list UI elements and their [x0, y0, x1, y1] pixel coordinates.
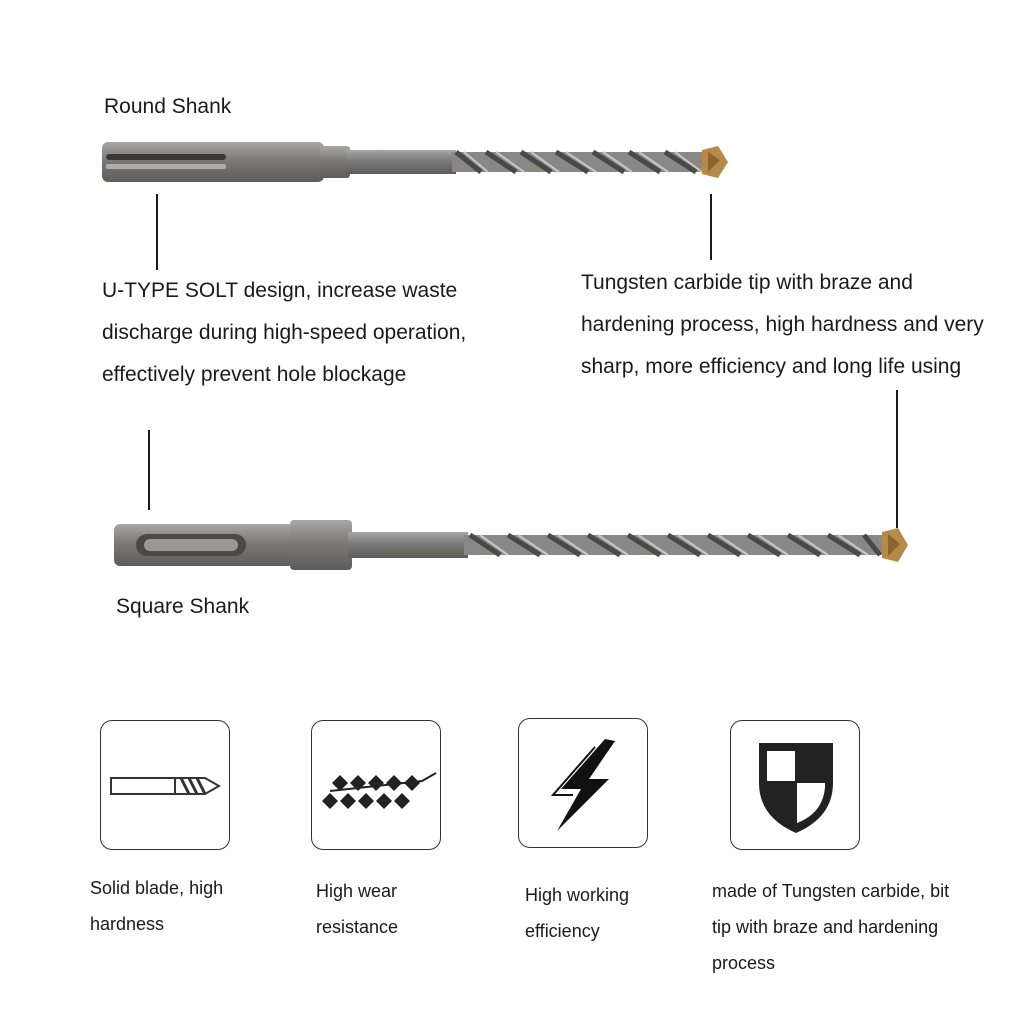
lightning-bolt-icon [519, 719, 649, 849]
feature-caption-solid-blade: Solid blade, high hardness [90, 878, 224, 934]
tip-callout-line-top [710, 194, 712, 260]
tip-callout-line-lower [896, 390, 898, 528]
drill-bit-icon [101, 721, 231, 851]
wear-pattern-icon [312, 721, 442, 851]
square-shank-label: Square Shank [116, 595, 250, 618]
round-shank-drill-image [96, 132, 746, 202]
feature-caption-wear-resistance: High wear resistance [316, 881, 399, 937]
feature-card-tungsten-carbide [730, 720, 860, 850]
slot-callout-line-lower [148, 430, 150, 510]
feature-card-wear-resistance [311, 720, 441, 850]
carbide-tip-note: Tungsten carbide tip with braze and hardening process, high hardness and very sharp, more efficiency and long life using [581, 271, 984, 378]
feature-caption-working-efficiency: High working efficiency [525, 885, 630, 941]
feature-caption-tungsten-carbide: made of Tungsten carbide, bit tip with braze and hardening process [712, 881, 950, 973]
square-shank-drill-image [108, 512, 920, 582]
slot-callout-line [156, 194, 158, 270]
round-shank-label: Round Shank [104, 95, 232, 118]
feature-card-solid-blade [100, 720, 230, 850]
slot-design-note: U-TYPE SOLT design, increase waste discharge during high-speed operation, effectively prevent hole blockage [102, 279, 467, 386]
shield-icon [731, 721, 861, 851]
feature-card-working-efficiency [518, 718, 648, 848]
